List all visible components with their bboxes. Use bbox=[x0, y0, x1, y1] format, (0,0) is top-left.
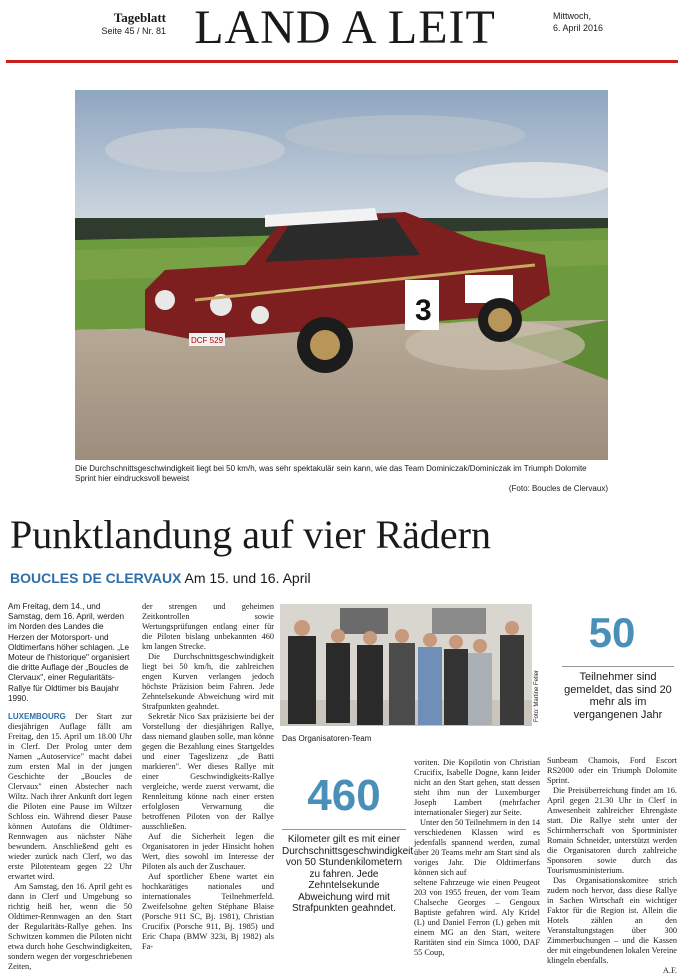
masthead-date-block bbox=[553, 10, 663, 34]
stat-divider bbox=[282, 829, 406, 830]
license-plate: DCF 529 bbox=[191, 336, 224, 345]
dateline: LUXEMBOURG bbox=[8, 712, 66, 721]
group-photo bbox=[280, 604, 532, 726]
paragraph: voriten. Die Kopilotin von Christian Crucifix, Isabelle Dogne, kann leider nicht an den Start gehen, statt dessen steht ihm nun der Luxemburger Joseph Lambert (mehrfacher internationaler Sieger) zur Seite. bbox=[414, 758, 540, 817]
paragraph: seltene Fahrzeuge wie einen Peugeot 203 von 1955 freuen, der vom Team Chalseche Georges – Gengoux Baptiste gefahren wird. Aly Kridel (L) und Daniel Ferron (L) gehen mit einem MG an den Start, weitere Raritäten sind ein Simca 1000, DAF 55 Coup, bbox=[414, 878, 540, 957]
paragraph: Auf die Sicherheit legen die Organisatoren in jeder Hinsicht hohen Wert, dies sowohl im Interesse der Piloten als auch der Zuschauer. bbox=[142, 832, 274, 871]
photo-credit: (Foto: Boucles de Clervaux) bbox=[508, 484, 608, 493]
group-photo-credit-strip bbox=[532, 604, 542, 724]
paragraph: Sunbeam Chamois, Ford Escort RS2000 oder ein Triumph Dolomite Sprint. bbox=[547, 756, 677, 785]
organizers-team-illustration bbox=[280, 604, 532, 726]
stat-distance-text: Kilometer gilt es mit einer Durchschnittsgeschwindigkeit von 50 Stundenkilometern zu fahren. Jede Zehntelsekunde Abweichung wird mit Strafpunkten geahndet. bbox=[282, 834, 414, 914]
masthead-rule bbox=[6, 60, 678, 63]
issue-date: 6. April 2016 bbox=[553, 23, 604, 33]
paper-name: Tageblatt bbox=[113, 10, 166, 25]
article-kicker: BOUCLES DE CLERVAUX bbox=[10, 570, 182, 586]
section-title: LAND A LEIT bbox=[194, 1, 496, 54]
paragraph: Das Organisationskomitee strich zudem noch hervor, dass diese Rallye in Sachen Wirtschaft ein wichtiger Faktor für die Region ist. Allein die Hotels zählen an den Veranstaltungstagen über 300 Zimmerbuchungen – und die Kassen der mit eingebundenen lokalen Vereine klingeln ebenfalls. bbox=[547, 876, 677, 965]
paragraph: Die Durchschnittsgeschwindigkeit liegt bei 50 km/h, die zahlreichen engen Kurven verlangen jedoch höchste Präzision beim Fahren. Jede Zehntelsekunde Abweichung wird mit Strafpunkten geahndet. bbox=[142, 652, 274, 711]
stat-participants-text: Teilnehmer sind gemeldet, das sind 20 mehr als im vergangenen Jahr bbox=[564, 671, 672, 721]
article-subtitle: Am 15. und 16. April bbox=[184, 570, 311, 586]
article-lead: Am Freitag, dem 14., und Samstag, dem 16. April, werden im Norden des Landes die Herzen der Motorsport- und Oldtimerfans höher schlagen. „Le Moteur de l'historique" organisiert die dritte Auflage der „Boucles de Clervaux", einer Regularitäts-Rallye für Oldtimer bis Baujahr 1990. bbox=[8, 602, 130, 703]
paragraph: Unter den 50 Teilnehmern in den 14 verschiedenen Klassen wird es jedenfalls spannend werden, zumal über 20 Teams mehr am Start sind als voriges Jahr. Die Oldtimerfans können sich auf bbox=[414, 818, 541, 877]
car-number: 3 bbox=[415, 294, 432, 327]
paragraph: Die Preisüberreichung findet am 16. April gegen 21.30 Uhr in Clerf in Anwesenheit zahlreicher Ehrengäste statt. Die Rallye steht unter der Schirmherrschaft von Sportminister Romain Schneider, unterstützt werden die Organisatoren durch zahlreiche Sponsoren sowie durch das Tourismusministerium. bbox=[547, 786, 677, 875]
stat-participants-number: 50 bbox=[588, 609, 636, 656]
main-photo bbox=[75, 90, 608, 460]
article-column-1 bbox=[8, 712, 132, 972]
masthead-paper-block bbox=[46, 10, 166, 36]
paragraph: Der Start zur diesjährigen Auflage fällt am Freitag, den 15. April um 18.00 Uhr in Clerf. Der Prolog unter dem Namen „Autoservice" macht dabei zum ersten Mal in der jungen Geschichte der „Boucles de Clervaux" einen Abstecher nach Wiltz. Nach ihrer Ankunft dort legen die Piloten eine Pause im Wiltzer Schloss ein. Während dieser Pause können Autofans die Oldtimer-Rennwagen aus nächster Nähe bewundern. Anschließend geht es wieder zurück nach Clerf, wo das erste Pilotenteam gegen 22 Uhr erwartet wird. bbox=[8, 712, 132, 881]
stat-distance-number: 460 bbox=[307, 771, 381, 820]
article-subhead bbox=[10, 570, 670, 586]
article-column-2 bbox=[142, 602, 274, 952]
stat-divider bbox=[562, 666, 674, 667]
paragraph: Auf sportlicher Ebene wartet ein hochkarätiges nationales und internationales Teilnehmerfeld. Zweifelsohne gelten Stéphane Blaise (Porsche 911 SC, Bj. 1981), Christian Crucifix (Porsche 911, Bj. 1985) und Eric Chapa (BMW 323i, Bj 1982) als Fa- bbox=[142, 872, 274, 951]
weekday: Mittwoch, bbox=[553, 11, 592, 21]
paragraph: Am Samstag, den 16. April geht es dann in Clerf und Umgebung so richtig heiß her, wenn die 50 Oldtimer-Rennwagen an den Start der Regularitäts-Rallye gehen. Ins Schwitzen kommen die Piloten nicht etwa durch hohe Geschwindigkeiten, sondern wegen der vorgeschriebenen Zeiten, bbox=[8, 882, 132, 971]
group-photo-caption: Das Organisatoren-Team bbox=[282, 734, 372, 743]
group-photo-credit: Foto: Martine Feller bbox=[534, 669, 540, 722]
article-column-4 bbox=[414, 758, 540, 958]
paragraph: der strengen und geheimen Zeitkontrollen sowie Wertungsprüfungen entlang einer für die Piloten bislang unbekannten 460 km langen Strecke. bbox=[142, 602, 274, 651]
caption-text: Die Durchschnittsgeschwindigkeit liegt bei 50 km/h, was sehr spektakulär sein kann, wie das Team Dominiczak/Dominiczak im Triumph Dolomite Sprint hier eindrucksvoll beweist bbox=[75, 464, 587, 483]
page-number: Seite 45 / Nr. 81 bbox=[101, 26, 166, 36]
paragraph: Sekretär Nico Sax präzisierte bei der Vorstellung der diesjährigen Rallye, dass niemand glauben solle, man könne gegen die Bezahlung eines Startgeldes und einer Tageslizenz „de Batti markieren". Wer dieses Rallye mit einer Geschwindigkeits-Rallye vergleiche, werde zuerst verwarnt, die Rennleitung könne nach einer ersten erfolglosen Verwarnung die betroffenen Piloten von der Rallye ausschließen. bbox=[142, 712, 274, 831]
article-headline: Punktlandung auf vier Rädern bbox=[10, 512, 491, 557]
rally-car-illustration bbox=[75, 90, 608, 460]
author-initials: A.F. bbox=[662, 966, 677, 975]
main-photo-caption bbox=[75, 464, 608, 494]
article-column-5 bbox=[547, 756, 677, 976]
